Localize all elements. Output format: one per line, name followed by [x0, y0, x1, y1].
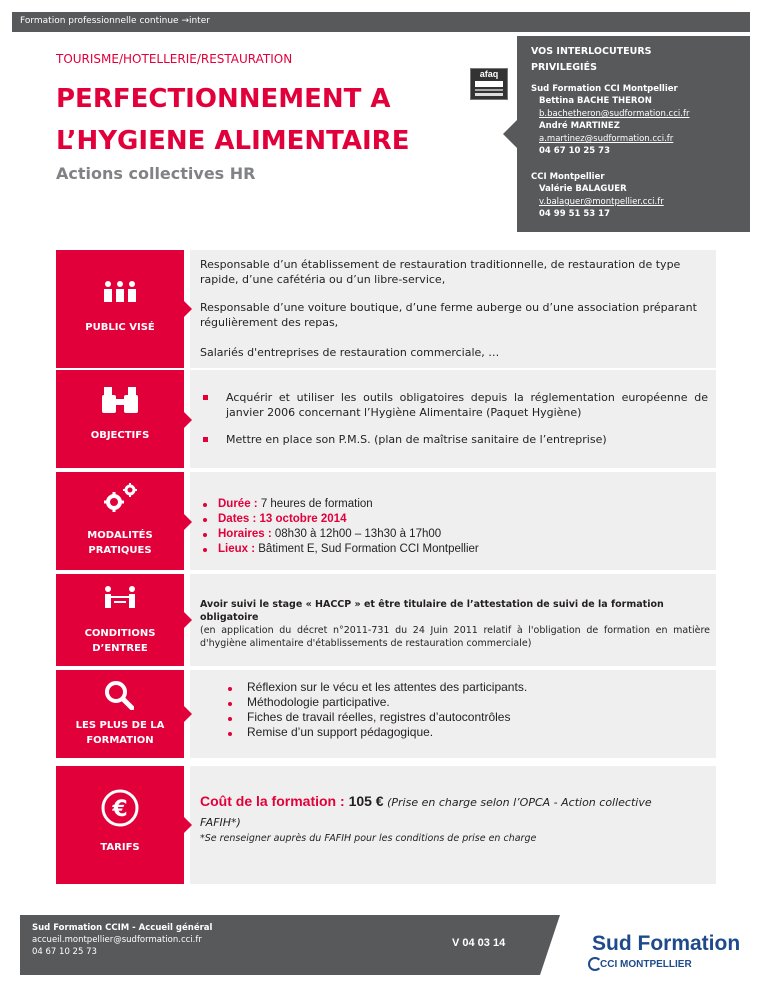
handshake-icon — [102, 584, 138, 614]
modalite-bullet-1 — [203, 503, 207, 507]
public-text-2: Responsable d’une voiture boutique, d’une ferme auberge ou d’une association préparant régulièrement des repas, — [200, 301, 697, 329]
modalite-bullet-2 — [203, 518, 207, 522]
plus-item-2: Méthodologie participative. — [247, 695, 390, 709]
modalite-item-2 — [218, 512, 346, 527]
version-code: V 04 03 14 — [452, 937, 506, 949]
footer-slant — [540, 915, 560, 975]
conditions-label-line-1: CONDITIONS — [84, 628, 156, 639]
contact-heading-line-2: PRIVILEGIÉS — [531, 62, 597, 73]
afaq-logo-text: afaq — [479, 69, 499, 79]
plus-item-3: Fiches de travail réelles, registres d’autocontrôles — [247, 710, 511, 724]
modalite-item-3 — [218, 527, 441, 542]
objectifs-icon-box — [56, 370, 184, 468]
plus-pointer — [184, 706, 192, 722]
modalite-key-1: Durée : — [218, 498, 258, 510]
conditions-label — [56, 626, 184, 656]
public-text-1: Responsable d’un établissement de restauration traditionnelle, de restauration de type rapide, d’une cafétéria ou d’un libre-service, — [200, 258, 681, 286]
objectifs-label: OBJECTIFS — [90, 430, 150, 441]
plus-bullet-1 — [228, 687, 232, 691]
binoculars-icon — [102, 385, 138, 415]
contact-panel — [517, 36, 750, 232]
plus-bullet-3 — [228, 717, 232, 721]
tarifs-icon-box — [56, 766, 184, 884]
gears-icon — [104, 482, 138, 512]
contact-phone-2: 04 99 51 53 17 — [539, 209, 610, 219]
tarifs-cost — [200, 791, 710, 833]
footer-title: Sud Formation CCIM - Accueil général — [32, 923, 213, 933]
modalite-value-3: 08h30 à 12h00 – 13h30 à 17h00 — [271, 528, 442, 540]
objectifs-pointer — [184, 412, 192, 428]
objectif-bullet-2 — [203, 437, 208, 442]
tarifs-footnote: *Se renseigner auprès du FAFIH pour les conditions de prise en charge — [200, 833, 537, 844]
public-label: PUBLIC VISÉ — [85, 322, 155, 333]
modalites-pointer — [184, 514, 192, 530]
tarifs-cost-label: Coût de la formation : — [200, 793, 349, 809]
contact-person-2: André MARTINEZ — [539, 121, 620, 131]
afaq-logo-band — [475, 81, 503, 87]
modalite-item-4 — [218, 542, 479, 557]
contact-pointer — [503, 120, 517, 148]
contact-person-1: Bettina BACHE THERON — [539, 96, 652, 106]
contact-heading-line-1: VOS INTERLOCUTEURS — [531, 46, 652, 57]
page-subtitle: Actions collectives HR — [56, 164, 256, 183]
plus-label-line-1: LES PLUS DE LA — [75, 720, 165, 731]
title-line-1: PERFECTIONNEMENT A — [56, 84, 391, 114]
plus-label — [56, 718, 184, 748]
sud-formation-logo: Sud Formation — [592, 932, 741, 955]
conditions-normal: (en application du décret n°2011-731 du 24 Juin 2011 relatif à l'obligation de formation en matière d'hygiène alimentaire d'établissements de restauration commerciale) — [200, 625, 710, 649]
tarifs-pointer — [184, 817, 192, 833]
tarifs-cost-note-2: FAFIH*) — [200, 816, 241, 829]
conditions-label-line-2: D’ENTREE — [92, 643, 148, 654]
public-pointer — [184, 301, 192, 317]
page-title — [56, 78, 436, 162]
tarifs-cost-value: 105 € — [348, 793, 384, 809]
svg-text:€: € — [112, 797, 128, 822]
modalite-key-2: Dates : 13 octobre 2014 — [218, 513, 347, 525]
plus-label-line-2: FORMATION — [86, 735, 154, 746]
contact-email-3[interactable]: v.balaguer@montpellier.cci.fr — [539, 197, 664, 207]
public-icon-box — [56, 250, 184, 368]
objectif-text-1: Acquérir et utiliser les outils obligatoires depuis la réglementation européenne de janvier 2006 concernant l’Hygiène Alimentaire (Paquet Hygiène) — [226, 391, 708, 419]
footer-bar — [20, 915, 540, 975]
conditions-pointer — [184, 612, 192, 628]
modalite-key-4: Lieux : — [218, 543, 256, 555]
modalite-value-1: 7 heures de formation — [257, 498, 373, 510]
modalite-value-4: Bâtiment E, Sud Formation CCI Montpellier — [255, 543, 479, 555]
modalites-icon-box — [56, 472, 184, 570]
modalites-label — [56, 528, 184, 558]
modalite-item-1 — [218, 497, 373, 512]
contact-person-3: Valérie BALAGUER — [539, 184, 627, 194]
plus-item-4: Remise d’un support pédagogique. — [247, 725, 434, 739]
afaq-logo-line — [475, 89, 503, 91]
plus-icon-box — [56, 670, 184, 758]
contact-heading — [531, 44, 652, 76]
conditions-icon-box — [56, 574, 184, 666]
footer-email[interactable]: accueil.montpellier@sudformation.cci.fr — [32, 935, 202, 945]
modalite-bullet-3 — [203, 533, 207, 537]
category-label: TOURISME/HOTELLERIE/RESTAURATION — [56, 52, 293, 66]
plus-bullet-4 — [228, 732, 232, 736]
footer-phone: 04 67 10 25 73 — [32, 947, 97, 957]
plus-bullet-2 — [228, 702, 232, 706]
conditions-bold-line-2: obligatoire — [200, 612, 259, 623]
title-line-2: L’HYGIENE ALIMENTAIRE — [56, 126, 410, 156]
afaq-logo — [470, 68, 508, 100]
modalites-label-line-1: MODALITÉS — [87, 530, 153, 541]
tarifs-label: TARIFS — [100, 842, 140, 853]
people-icon — [102, 280, 138, 304]
contact-phone-1: 04 67 10 25 73 — [539, 146, 610, 156]
contact-org-1: Sud Formation CCI Montpellier — [531, 84, 678, 94]
contact-email-1[interactable]: b.bachetheron@sudformation.cci.fr — [539, 109, 690, 119]
contact-org-2: CCI Montpellier — [531, 172, 605, 182]
breadcrumb: Formation professionnelle continue →inter — [20, 16, 210, 26]
modalite-bullet-4 — [203, 548, 207, 552]
contact-email-2[interactable]: a.martinez@sudformation.cci.fr — [539, 134, 674, 144]
top-bar — [12, 12, 750, 32]
afaq-logo-line-2 — [475, 93, 503, 96]
conditions-bold-line-1: Avoir suivi le stage « HACCP » et être titulaire de l’attestation de suivi de la formation — [200, 599, 664, 610]
magnifier-icon — [104, 680, 134, 710]
public-text-3: Salariés d'entreprises de restauration commerciale, … — [200, 346, 500, 359]
plus-item-1: Réflexion sur le vécu et les attentes des participants. — [247, 680, 528, 694]
tarifs-cost-note-1: (Prise en charge selon l’OPCA - Action collective — [383, 796, 652, 809]
euro-icon — [100, 788, 140, 828]
cci-montpellier-logo: CCI MONTPELLIER — [600, 959, 692, 970]
objectif-text-2: Mettre en place son P.M.S. (plan de maîtrise sanitaire de l’entreprise) — [226, 433, 607, 446]
conditions-text — [200, 598, 710, 650]
modalites-label-line-2: PRATIQUES — [88, 545, 152, 556]
modalite-key-3: Horaires : — [218, 528, 272, 540]
objectif-bullet-1 — [203, 395, 208, 400]
